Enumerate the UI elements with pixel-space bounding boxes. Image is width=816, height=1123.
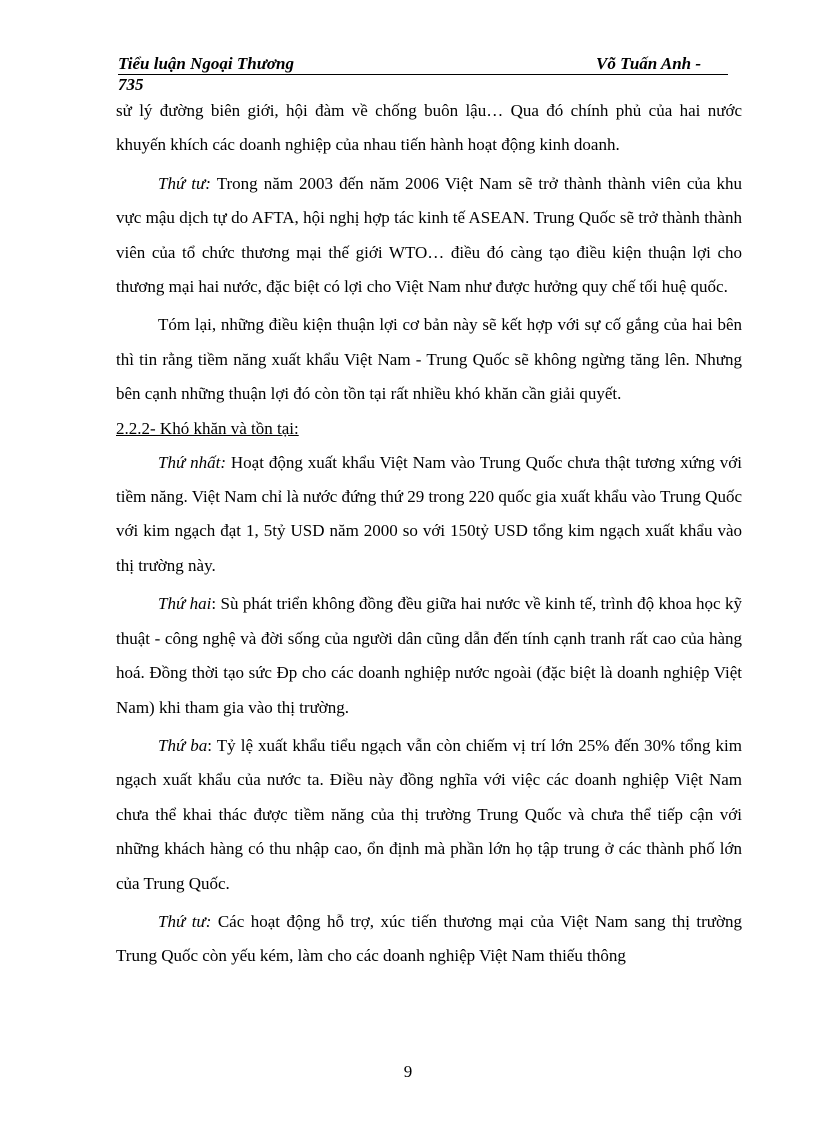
header-title: Tiểu luận Ngoại Thương — [118, 54, 294, 73]
paragraph-7-lead: Thứ tư: — [158, 911, 212, 931]
header-author: Võ Tuấn Anh - — [596, 54, 702, 73]
header-number: 735 — [118, 75, 144, 94]
paragraph-6 — [116, 729, 742, 901]
paragraph-6-text: : Tỷ lệ xuất khẩu tiểu ngạch vẫn còn chiếm vị trí lớn 25% đến 30% tổng kim ngạch xuất khẩu của nước ta. Điều này đồng nghĩa với việc các doanh nghiệp Việt Nam chưa thể khai thác được tiềm năng của thị trường Trung Quốc và chưa thể tiếp cận với những khách hàng có thu nhập cao, ổn định mà phần lớn họ tập trung ở các thành phố lớn của Trung Quốc. — [116, 735, 742, 893]
paragraph-2-lead: Thứ tư: — [158, 173, 211, 193]
paragraph-1: sử lý đường biên giới, hội đàm về chống buôn lậu… Qua đó chính phủ của hai nước khuyến khích các doanh nghiệp của nhau tiến hành hoạt động kinh doanh. — [116, 101, 742, 155]
paragraph-7 — [116, 905, 742, 974]
paragraph-4-text: Hoạt động xuất khẩu Việt Nam vào Trung Quốc chưa thật tương xứng với tiềm năng. Việt Nam chỉ là nước đứng thứ 29 trong 220 quốc gia xuất khẩu vào Trung Quốc với kim ngạch đạt 1, 5tỷ USD năm 2000 so với 150tỷ USD tổng kim ngạch xuất khẩu vào thị trường này. — [116, 452, 742, 575]
section-heading: 2.2.2- Khó khăn và tồn tại: — [116, 418, 299, 438]
paragraph-3: Tóm lại, những điều kiện thuận lợi cơ bản này sẽ kết hợp với sự cố gắng của hai bên thì tin rằng tiềm năng xuất khẩu Việt Nam - Trung Quốc sẽ không ngừng tăng lên. Nhưng bên cạnh những thuận lợi đó còn tồn tại rất nhiều khó khăn cần giải quyết. — [116, 315, 742, 404]
paragraph-2 — [116, 167, 742, 305]
paragraph-5 — [116, 587, 742, 725]
page-number: 9 — [403, 1062, 413, 1081]
paragraph-5-lead: Thứ hai — [158, 594, 212, 614]
page-header — [118, 54, 728, 75]
paragraph-4-lead: Thứ nhất: — [158, 452, 227, 472]
document-body — [116, 94, 742, 974]
paragraph-2-text: Trong năm 2003 đến năm 2006 Việt Nam sẽ trở thành thành viên của khu vực mậu dịch tự do AFTA, hội nghị hợp tác kinh tế ASEAN. Trung Quốc sẽ trở thành thành viên của tổ chức thương mại thế giới WTO… điều đó càng tạo điều kiện thuận lợi cho thương mại hai nước, đặc biệt có lợi cho Việt Nam như được hưởng quy chế tối huệ quốc. — [116, 173, 743, 297]
paragraph-7-text: Các hoạt động hỗ trợ, xúc tiến thương mại của Việt Nam sang thị trường Trung Quốc còn yếu kém, làm cho các doanh nghiệp Việt Nam thiếu thông — [116, 911, 742, 966]
paragraph-5-text: : Sù phát triển không đồng đều giữa hai nước về kinh tế, trình độ khoa học kỹ thuật - công nghệ và đời sống của người dân cũng dẫn đến tính cạnh tranh rất cao của hàng hoá. Đồng thời tạo sức Đp cho các doanh nghiệp nước ngoài (đặc biệt là doanh nghiệp Việt Nam) khi tham gia vào thị trường. — [116, 594, 742, 717]
paragraph-4 — [116, 446, 742, 584]
paragraph-6-lead: Thứ ba — [158, 735, 208, 755]
